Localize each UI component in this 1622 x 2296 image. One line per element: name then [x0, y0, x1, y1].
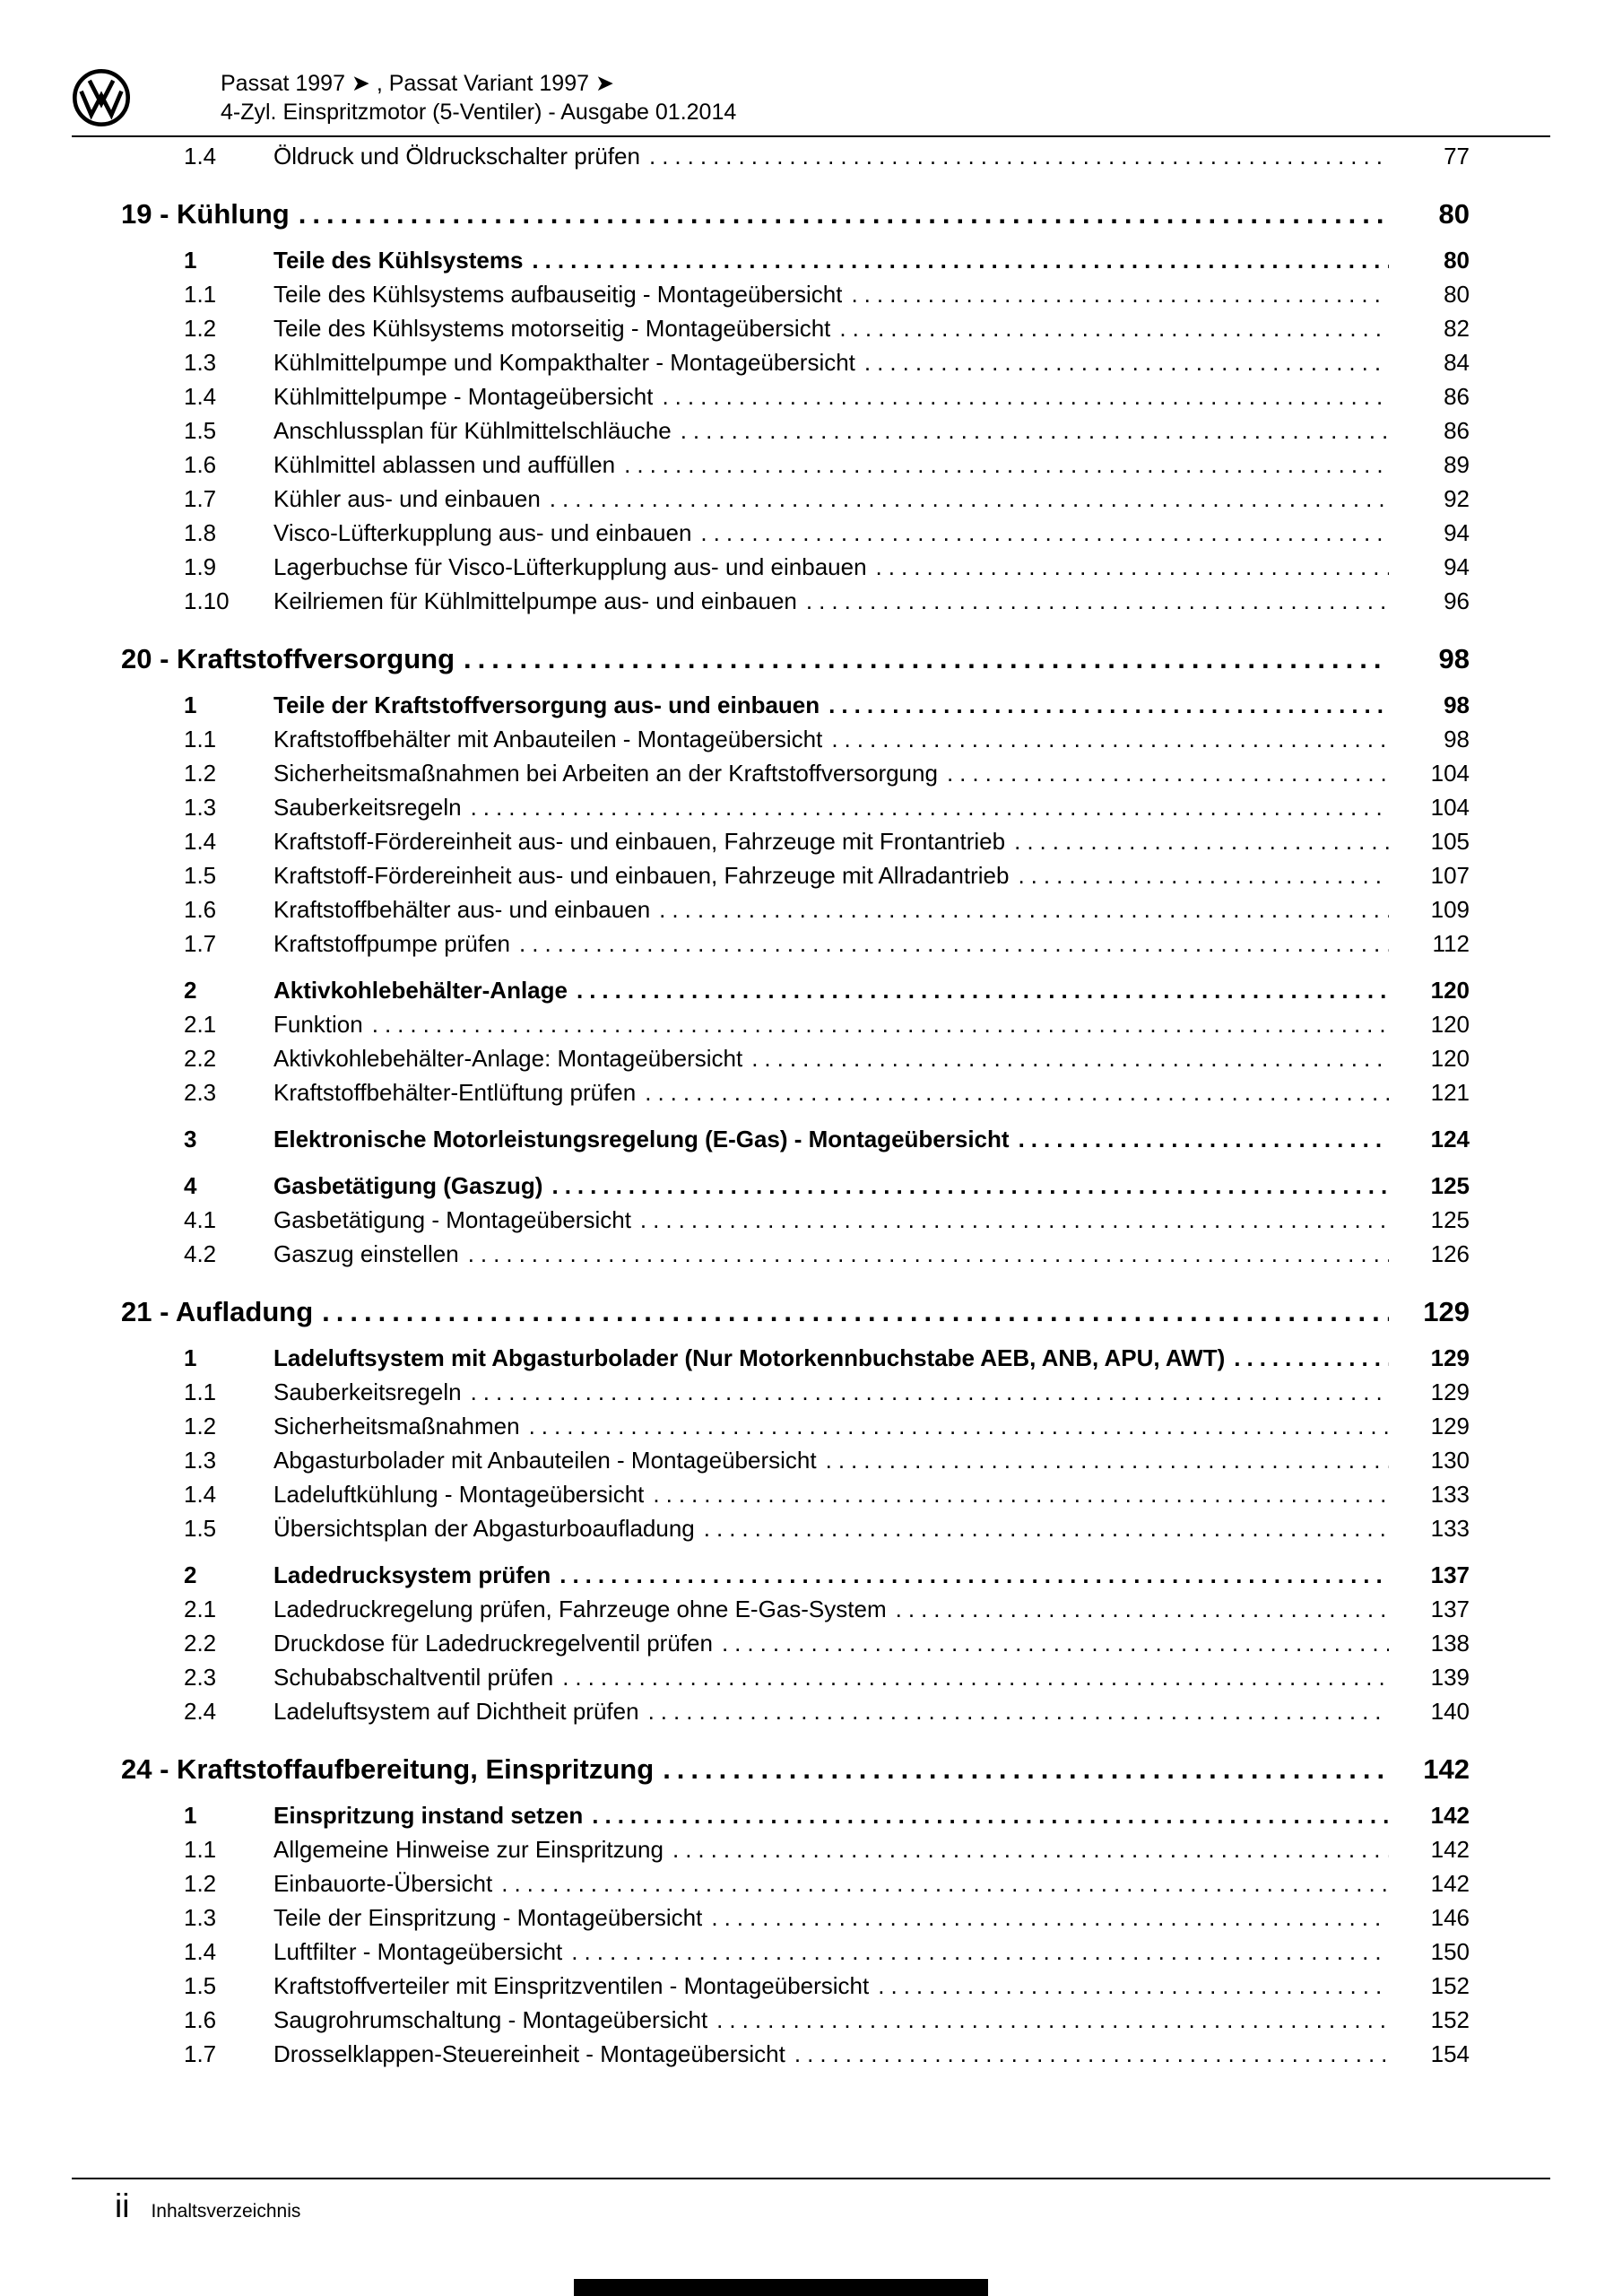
entry-number: 1.6: [184, 2006, 217, 2033]
toc-entry-row: [121, 926, 1470, 961]
entry-number: 1.5: [184, 1515, 217, 1542]
dot-leader: [562, 1660, 1389, 1694]
dot-leader: [1234, 1341, 1389, 1375]
entry-title: Elektronische Motorleistungsregelung (E-Gas) - Montageübersicht: [273, 1126, 1010, 1152]
dot-leader: [896, 1592, 1389, 1626]
entry-title: Ladeluftsystem auf Dichtheit prüfen: [273, 1698, 639, 1725]
dot-leader: [519, 926, 1389, 961]
toc-entry-row: [121, 2037, 1470, 2071]
page-number: 86: [1444, 383, 1470, 410]
entry-title: Sauberkeitsregeln: [273, 794, 462, 821]
page-number: 126: [1430, 1240, 1470, 1267]
page-number: 139: [1430, 1664, 1470, 1691]
dot-leader: [663, 1752, 1389, 1787]
entry-number: 1.4: [184, 1938, 217, 1965]
toc-entry-row: [121, 1443, 1470, 1477]
toc-entry-row: [121, 1592, 1470, 1626]
dot-leader: [794, 2037, 1389, 2071]
entry-number: 1: [184, 691, 197, 718]
page-number: 129: [1430, 1378, 1470, 1405]
page-number: 120: [1430, 977, 1470, 1004]
page-number: 109: [1430, 896, 1470, 923]
page-number: 80: [1438, 198, 1470, 230]
entry-title: Allgemeine Hinweise zur Einspritzung: [273, 1836, 664, 1863]
page-number: 98: [1444, 726, 1470, 752]
page-number: 142: [1430, 1836, 1470, 1863]
page-number: 125: [1430, 1172, 1470, 1199]
entry-title: Abgasturbolader mit Anbauteilen - Montageübersicht: [273, 1447, 817, 1474]
dot-leader: [464, 641, 1389, 677]
page-number: 129: [1423, 1296, 1470, 1327]
toc-entry-row: [121, 1866, 1470, 1900]
header-rule: [72, 135, 1550, 137]
dot-leader: [529, 1409, 1389, 1443]
entry-title: Aktivkohlebehälter-Anlage: Montageübersicht: [273, 1045, 743, 1072]
entry-title: Kraftstoffbehälter-Entlüftung prüfen: [273, 1079, 637, 1106]
dot-leader: [571, 1935, 1389, 1969]
page-number: 112: [1432, 930, 1470, 957]
entry-title: Lagerbuchse für Visco-Lüfterkupplung aus- und einbauen: [273, 553, 867, 580]
entry-number: 2.2: [184, 1630, 217, 1657]
toc-entry-row: [121, 1626, 1470, 1660]
toc-entry-row: [121, 1375, 1470, 1409]
toc-entry-row: [121, 1558, 1470, 1592]
page-number: 133: [1430, 1481, 1470, 1508]
entry-title: Kraftstoffpumpe prüfen: [273, 930, 511, 957]
entry-title: Gasbetätigung - Montageübersicht: [273, 1206, 631, 1233]
toc-entry-row: [121, 482, 1470, 516]
entry-title: Teile des Kühlsystems motorseitig - Montageübersicht: [273, 315, 831, 342]
toc-entry-row: [121, 722, 1470, 756]
page-number: 138: [1430, 1630, 1470, 1657]
entry-number: 1.2: [184, 760, 217, 787]
dot-leader: [851, 277, 1389, 311]
entry-number: 1: [184, 1802, 197, 1829]
page-number: 142: [1430, 1870, 1470, 1897]
entry-title: Ladeluftkühlung - Montageübersicht: [273, 1481, 645, 1508]
entry-number: 1.1: [184, 281, 217, 308]
entry-number: 1.1: [184, 726, 217, 752]
toc-entry-row: [121, 1075, 1470, 1109]
toc-entry-row: [121, 1935, 1470, 1969]
header-text-block: [221, 69, 736, 126]
toc-entry-row: [121, 345, 1470, 379]
entry-number: 1.2: [184, 315, 217, 342]
entry-number: 1.6: [184, 451, 217, 478]
dot-leader: [471, 790, 1389, 824]
page-number: 146: [1430, 1904, 1470, 1931]
entry-number: 1.1: [184, 1378, 217, 1405]
page-number: 86: [1444, 417, 1470, 444]
page-number: 137: [1430, 1596, 1470, 1622]
page-number: 96: [1444, 587, 1470, 614]
entry-title: Teile des Kühlsystems aufbauseitig - Montageübersicht: [273, 281, 843, 308]
toc-entry-row: [121, 1169, 1470, 1203]
page-number: 104: [1430, 760, 1470, 787]
entry-number: 1.4: [184, 828, 217, 855]
dot-leader: [532, 243, 1389, 277]
toc-entry-row: [121, 1341, 1470, 1375]
toc-entry-row: [121, 1007, 1470, 1041]
page-number: 98: [1438, 643, 1470, 674]
entry-number: 1.8: [184, 519, 217, 546]
entry-title: Öldruck und Öldruckschalter prüfen: [273, 143, 640, 170]
chapter-label: 20 - Kraftstoffversorgung: [121, 643, 455, 674]
entry-title: Kraftstoff-Fördereinheit aus- und einbauen, Fahrzeuge mit Allradantrieb: [273, 862, 1010, 889]
dot-leader: [624, 448, 1389, 482]
toc-entry-row: [121, 1798, 1470, 1832]
entry-number: 1.4: [184, 383, 217, 410]
dot-leader: [751, 1041, 1389, 1075]
page-number: 82: [1444, 315, 1470, 342]
entry-title: Sicherheitsmaßnahmen bei Arbeiten an der Kraftstoffversorgung: [273, 760, 938, 787]
entry-title: Kraftstoffbehälter mit Anbauteilen - Montageübersicht: [273, 726, 823, 752]
header-model-line: Passat 1997 ➤ , Passat Variant 1997 ➤: [221, 71, 614, 96]
toc-entry-row: [121, 1511, 1470, 1545]
dot-leader: [876, 550, 1389, 584]
entry-number: 1.3: [184, 794, 217, 821]
entry-title: Teile des Kühlsystems: [273, 247, 524, 274]
page-number: 80: [1444, 247, 1470, 274]
page-header: [72, 68, 1550, 127]
toc-entry-row: [121, 824, 1470, 858]
toc-entry-row: [121, 790, 1470, 824]
page-number: 94: [1444, 519, 1470, 546]
dot-leader: [828, 688, 1389, 722]
toc-entry-row: [121, 448, 1470, 482]
entry-title: Übersichtsplan der Abgasturboaufladung: [273, 1515, 695, 1542]
toc-entry-row: [121, 858, 1470, 892]
toc-entry-row: [121, 1900, 1470, 1935]
toc-entry-row: [121, 1660, 1470, 1694]
page-number: 124: [1430, 1126, 1470, 1152]
entry-title: Kühlmittelpumpe - Montageübersicht: [273, 383, 654, 410]
page-number: 107: [1430, 862, 1470, 889]
entry-title: Aktivkohlebehälter-Anlage: [273, 977, 568, 1004]
toc-entry-row: [121, 892, 1470, 926]
entry-title: Druckdose für Ladedruckregelventil prüfen: [273, 1630, 713, 1657]
dot-leader: [711, 1900, 1389, 1935]
entry-title: Ladedrucksystem prüfen: [273, 1561, 551, 1588]
dot-leader: [468, 1237, 1389, 1271]
entry-title: Kühlmittel ablassen und auffüllen: [273, 451, 616, 478]
toc-entry-row: [121, 311, 1470, 345]
footer-rule: [72, 2178, 1550, 2179]
entry-title: Ladedruckregelung prüfen, Fahrzeuge ohne E-Gas-System: [273, 1596, 887, 1622]
entry-title: Visco-Lüfterkupplung aus- und einbauen: [273, 519, 692, 546]
header-subtitle-line: 4-Zyl. Einspritzmotor (5-Ventiler) - Ausgabe 01.2014: [221, 100, 737, 125]
dot-leader: [806, 584, 1389, 618]
toc-chapter-row: [121, 1294, 1470, 1330]
dot-leader: [681, 413, 1389, 448]
entry-number: 1.5: [184, 862, 217, 889]
chapter-label: 24 - Kraftstoffaufbereitung, Einspritzung: [121, 1753, 655, 1785]
toc-chapter-row: [121, 196, 1470, 232]
page-number: 142: [1423, 1753, 1470, 1785]
dot-leader: [559, 1558, 1389, 1592]
toc-entry-row: [121, 973, 1470, 1007]
page-number: 130: [1430, 1447, 1470, 1474]
dot-leader: [648, 1694, 1389, 1728]
entry-title: Saugrohrumschaltung - Montageübersicht: [273, 2006, 708, 2033]
dot-leader: [659, 892, 1389, 926]
entry-number: 1: [184, 247, 197, 274]
toc-entry-row: [121, 1122, 1470, 1156]
dot-leader: [577, 973, 1389, 1007]
toc-entry-row: [121, 516, 1470, 550]
dot-leader: [1019, 1122, 1389, 1156]
entry-title: Sicherheitsmaßnahmen: [273, 1413, 520, 1439]
entry-title: Kraftstoffbehälter aus- und einbauen: [273, 896, 651, 923]
toc-entry-row: [121, 1203, 1470, 1237]
dot-leader: [826, 1443, 1389, 1477]
page-number: 142: [1430, 1802, 1470, 1829]
entry-title: Anschlussplan für Kühlmittelschläuche: [273, 417, 672, 444]
entry-title: Luftfilter - Montageübersicht: [273, 1938, 563, 1965]
entry-title: Einbauorte-Übersicht: [273, 1870, 493, 1897]
entry-title: Kraftstoffverteiler mit Einspritzventilen - Montageübersicht: [273, 1972, 870, 1999]
entry-number: 1.9: [184, 553, 217, 580]
entry-title: Kühlmittelpumpe und Kompakthalter - Montageübersicht: [273, 349, 855, 376]
entry-number: 1.3: [184, 1447, 217, 1474]
toc-entry-row: [121, 1477, 1470, 1511]
page-number: 92: [1444, 485, 1470, 512]
dot-leader: [1018, 858, 1389, 892]
page-number: 129: [1430, 1344, 1470, 1371]
dot-leader: [700, 516, 1389, 550]
toc-chapter-row: [121, 641, 1470, 677]
toc-entry-row: [121, 584, 1470, 618]
toc-list: [121, 139, 1470, 2071]
entry-number: 1.2: [184, 1870, 217, 1897]
entry-title: Kraftstoff-Fördereinheit aus- und einbauen, Fahrzeuge mit Frontantrieb: [273, 828, 1006, 855]
entry-title: Kühler aus- und einbauen: [273, 485, 541, 512]
entry-title: Teile der Einspritzung - Montageübersicht: [273, 1904, 703, 1931]
dot-leader: [645, 1075, 1389, 1109]
entry-number: 3: [184, 1126, 197, 1152]
page-number: 77: [1444, 143, 1470, 170]
entry-title: Sauberkeitsregeln: [273, 1378, 462, 1405]
dot-leader: [299, 196, 1389, 232]
toc-entry-row: [121, 413, 1470, 448]
entry-number: 1.2: [184, 1413, 217, 1439]
dot-leader: [716, 2003, 1389, 2037]
page-number: 80: [1444, 281, 1470, 308]
toc-entry-row: [121, 139, 1470, 173]
entry-number: 4.2: [184, 1240, 217, 1267]
toc-entry-row: [121, 1041, 1470, 1075]
page-number: 150: [1430, 1938, 1470, 1965]
entry-number: 2: [184, 977, 197, 1004]
entry-number: 1: [184, 1344, 197, 1371]
entry-number: 1.3: [184, 1904, 217, 1931]
entry-number: 2.2: [184, 1045, 217, 1072]
dot-leader: [551, 1169, 1389, 1203]
toc-entry-row: [121, 1237, 1470, 1271]
entry-number: 1.6: [184, 896, 217, 923]
dot-leader: [653, 1477, 1389, 1511]
page-number: 137: [1430, 1561, 1470, 1588]
entry-number: 2.1: [184, 1011, 217, 1038]
entry-title: Schubabschaltventil prüfen: [273, 1664, 554, 1691]
chapter-label: 21 - Aufladung: [121, 1296, 314, 1327]
dot-leader: [947, 756, 1389, 790]
entry-number: 4.1: [184, 1206, 217, 1233]
page-number: 105: [1430, 828, 1470, 855]
footer-label: Inhaltsverzeichnis: [151, 2201, 301, 2222]
page-number: 133: [1430, 1515, 1470, 1542]
toc-entry-row: [121, 1832, 1470, 1866]
entry-number: 1.7: [184, 485, 217, 512]
entry-number: 1.4: [184, 143, 217, 170]
dot-leader: [649, 139, 1389, 173]
entry-number: 1.10: [184, 587, 230, 614]
entry-title: Gasbetätigung (Gaszug): [273, 1172, 543, 1199]
page-number: 120: [1430, 1045, 1470, 1072]
scan-artifact-bar: [574, 2279, 988, 2296]
dot-leader: [722, 1626, 1389, 1660]
toc-entry-row: [121, 379, 1470, 413]
dot-leader: [592, 1798, 1389, 1832]
page-number: 140: [1430, 1698, 1470, 1725]
entry-number: 2.3: [184, 1079, 217, 1106]
page-number: 104: [1430, 794, 1470, 821]
page-number: 125: [1430, 1206, 1470, 1233]
dot-leader: [501, 1866, 1389, 1900]
entry-title: Drosselklappen-Steuereinheit - Montageübersicht: [273, 2040, 785, 2067]
footer-page-number: ii: [115, 2187, 130, 2224]
entry-number: 1.5: [184, 1972, 217, 1999]
toc-entry-row: [121, 1969, 1470, 2003]
dot-leader: [550, 482, 1389, 516]
page-number: 120: [1430, 1011, 1470, 1038]
entry-number: 1.5: [184, 417, 217, 444]
toc-entry-row: [121, 1694, 1470, 1728]
entry-number: 1.7: [184, 2040, 217, 2067]
dot-leader: [372, 1007, 1389, 1041]
entry-title: Gaszug einstellen: [273, 1240, 459, 1267]
entry-title: Funktion: [273, 1011, 363, 1038]
page-number: 152: [1430, 2006, 1470, 2033]
page-footer: [115, 2188, 300, 2224]
page-number: 84: [1444, 349, 1470, 376]
dot-leader: [672, 1832, 1389, 1866]
entry-title: Keilriemen für Kühlmittelpumpe aus- und einbauen: [273, 587, 797, 614]
dot-leader: [878, 1969, 1389, 2003]
dot-leader: [640, 1203, 1389, 1237]
entry-number: 1.4: [184, 1481, 217, 1508]
dot-leader: [322, 1294, 1389, 1330]
dot-leader: [662, 379, 1389, 413]
page-number: 121: [1430, 1079, 1470, 1106]
dot-leader: [1014, 824, 1389, 858]
dot-leader: [471, 1375, 1389, 1409]
entry-number: 1.7: [184, 930, 217, 957]
toc-chapter-row: [121, 1752, 1470, 1787]
entry-number: 4: [184, 1172, 197, 1199]
dot-leader: [839, 311, 1389, 345]
entry-number: 1.1: [184, 1836, 217, 1863]
toc-entry-row: [121, 550, 1470, 584]
entry-number: 2.3: [184, 1664, 217, 1691]
toc-entry-row: [121, 1409, 1470, 1443]
entry-title: Ladeluftsystem mit Abgasturbolader (Nur Motorkennbuchstabe AEB, ANB, APU, AWT): [273, 1344, 1226, 1371]
entry-number: 2: [184, 1561, 197, 1588]
page-number: 129: [1430, 1413, 1470, 1439]
toc-entry-row: [121, 243, 1470, 277]
toc-entry-row: [121, 277, 1470, 311]
toc-entry-row: [121, 688, 1470, 722]
entry-title: Einspritzung instand setzen: [273, 1802, 584, 1829]
toc-entry-row: [121, 756, 1470, 790]
chapter-label: 19 - Kühlung: [121, 198, 290, 230]
page-number: 89: [1444, 451, 1470, 478]
page-number: 98: [1444, 691, 1470, 718]
entry-number: 2.1: [184, 1596, 217, 1622]
page-number: 94: [1444, 553, 1470, 580]
dot-leader: [704, 1511, 1389, 1545]
page-number: 152: [1430, 1972, 1470, 1999]
entry-title: Teile der Kraftstoffversorgung aus- und einbauen: [273, 691, 820, 718]
entry-number: 2.4: [184, 1698, 217, 1725]
vw-logo-icon: [72, 68, 131, 127]
toc-entry-row: [121, 2003, 1470, 2037]
dot-leader: [864, 345, 1389, 379]
dot-leader: [831, 722, 1389, 756]
entry-number: 1.3: [184, 349, 217, 376]
page-number: 154: [1430, 2040, 1470, 2067]
